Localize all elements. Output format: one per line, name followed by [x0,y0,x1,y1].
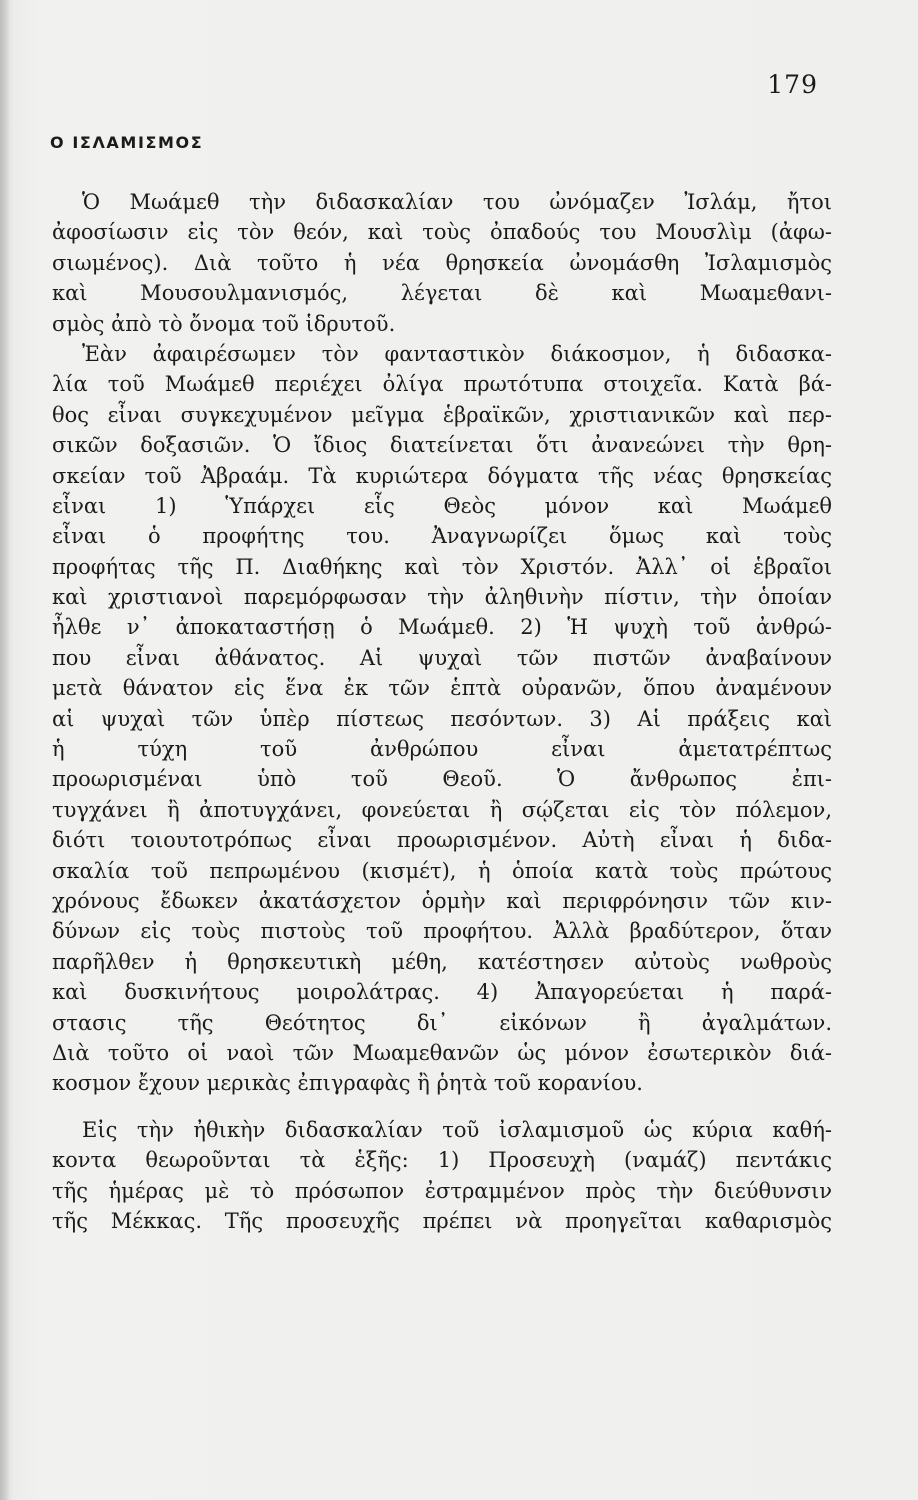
text-line: στασις τῆς Θεότητος δι᾽ εἰκόνων ἢ ἀγαλμάτων. [52,1010,832,1035]
text-line: σικῶν δοξασιῶν. Ὁ ἴδιος διατείνεται ὅτι ἀνανεώνει τὴν θρη- [52,433,832,458]
text-line: σμὸς ἀπὸ τὸ ὄνομα τοῦ ἱδρυτοῦ. [52,311,396,336]
page-number: 179 [767,70,818,99]
text-line: ἡ τύχη τοῦ ἀνθρώπου εἶναι ἀμετατρέπτως [52,737,832,762]
text-line: κοντα θεωροῦνται τὰ ἑξῆς: 1) Προσευχὴ (ναμάζ) πεντάκις [52,1148,832,1173]
text-line: δύνων εἰς τοὺς πιστοὺς τοῦ προφήτου. Ἀλλὰ βραδύτερον, ὅταν [52,919,832,944]
text-line: Ἐὰν ἀφαιρέσωμεν τὸν φανταστικὸν διάκοσμον, ἡ διδασκα- [82,341,832,366]
text-line: Εἰς τὴν ἠθικὴν διδασκαλίαν τοῦ ἰσλαμισμοῦ ὡς κύρια καθή- [82,1117,832,1142]
text-line: προφήτας τῆς Π. Διαθήκης καὶ τὸν Χριστόν. Ἀλλ᾽ οἱ ἑβραῖοι [52,554,832,579]
text-line: Διὰ τοῦτο οἱ ναοὶ τῶν Μωαμεθανῶν ὡς μόνον ἐσωτερικὸν διά- [52,1040,832,1065]
text-line: τῆς Μέκκας. Τῆς προσευχῆς πρέπει νὰ προηγεῖται καθαρισμὸς [52,1208,832,1233]
body-text [52,187,832,1236]
text-line: εἶναι ὁ προφήτης του. Ἀναγνωρίζει ὅμως καὶ τοὺς [52,524,832,549]
text-line: προωρισμέναι ὑπὸ τοῦ Θεοῦ. Ὁ ἄνθρωπος ἐπι- [52,767,832,792]
text-line: μετὰ θάνατον εἰς ἕνα ἐκ τῶν ἑπτὰ οὐρανῶν, ὅπου ἀναμένουν [52,676,832,701]
text-line: που εἶναι ἀθάνατος. Αἱ ψυχαὶ τῶν πιστῶν ἀναβαίνουν [52,645,832,670]
paragraph [52,1115,832,1237]
text-line: εἶναι 1) Ὑπάρχει εἷς Θεὸς μόνον καὶ Μωάμεθ [52,493,832,518]
text-line: διότι τοιουτοτρόπως εἶναι προωρισμένον. Αὐτὴ εἶναι ἡ διδα- [52,828,832,853]
text-line: θος εἶναι συγκεχυμένον μεῖγμα ἑβραϊκῶν, χριστιανικῶν καὶ περ- [52,402,832,427]
paragraph [52,339,832,1099]
text-line: Ὁ Μωάμεθ τὴν διδασκαλίαν του ὠνόμαζεν Ἰσλάμ, ἤτοι [82,190,832,214]
text-line: αἱ ψυχαὶ τῶν ὑπὲρ πίστεως πεσόντων. 3) Αἱ πράξεις καὶ [52,706,832,731]
text-line: χρόνους ἔδωκεν ἀκατάσχετον ὁρμὴν καὶ περιφρόνησιν τῶν κιν- [52,888,832,913]
text-line: ἀφοσίωσιν εἰς τὸν θεόν, καὶ τοὺς ὀπαδούς του Μουσλὶμ (ἀφω- [52,220,832,245]
text-line: σκείαν τοῦ Ἀβραάμ. Τὰ κυριώτερα δόγματα τῆς νέας θρησκείας [52,463,832,488]
binding-shadow [0,0,10,1500]
text-line: τυγχάνει ἢ ἀποτυγχάνει, φονεύεται ἢ σῴζεται εἰς τὸν πόλεμον, [52,797,832,822]
running-head: Ο ΙΣΛΑΜΙΣΜΟΣ [50,133,204,152]
text-line: καὶ Μουσουλμανισμός, λέγεται δὲ καὶ Μωαμεθανι- [52,281,832,306]
text-line: σιωμένος). Διὰ τοῦτο ἡ νέα θρησκεία ὠνομάσθη Ἰσλαμισμὸς [52,250,832,275]
text-line: κοσμον ἔχουν μερικὰς ἐπιγραφὰς ἢ ῥητὰ τοῦ κορανίου. [52,1071,643,1096]
text-line: καὶ χριστιανοὶ παρεμόρφωσαν τὴν ἀληθινὴν πίστιν, τὴν ὁποίαν [52,585,832,610]
paragraph-gap [52,1099,832,1115]
text-line: τῆς ἡμέρας μὲ τὸ πρόσωπον ἐστραμμένον πρὸς τὴν διεύθυνσιν [52,1178,832,1203]
text-line: παρῆλθεν ἡ θρησκευτικὴ μέθη, κατέστησεν αὐτοὺς νωθροὺς [52,949,832,974]
text-line: καὶ δυσκινήτους μοιρολάτρας. 4) Ἀπαγορεύεται ἡ παρά- [52,980,832,1005]
paragraph [52,187,832,339]
text-line: ἦλθε ν᾽ ἀποκαταστήσῃ ὁ Μωάμεθ. 2) Ἡ ψυχὴ τοῦ ἀνθρώ- [52,615,832,640]
text-line: σκαλία τοῦ πεπρωμένου (κισμέτ), ἡ ὁποία κατὰ τοὺς πρώτους [52,858,832,883]
text-line: λία τοῦ Μωάμεθ περιέχει ὀλίγα πρωτότυπα στοιχεῖα. Κατὰ βά- [52,372,832,397]
